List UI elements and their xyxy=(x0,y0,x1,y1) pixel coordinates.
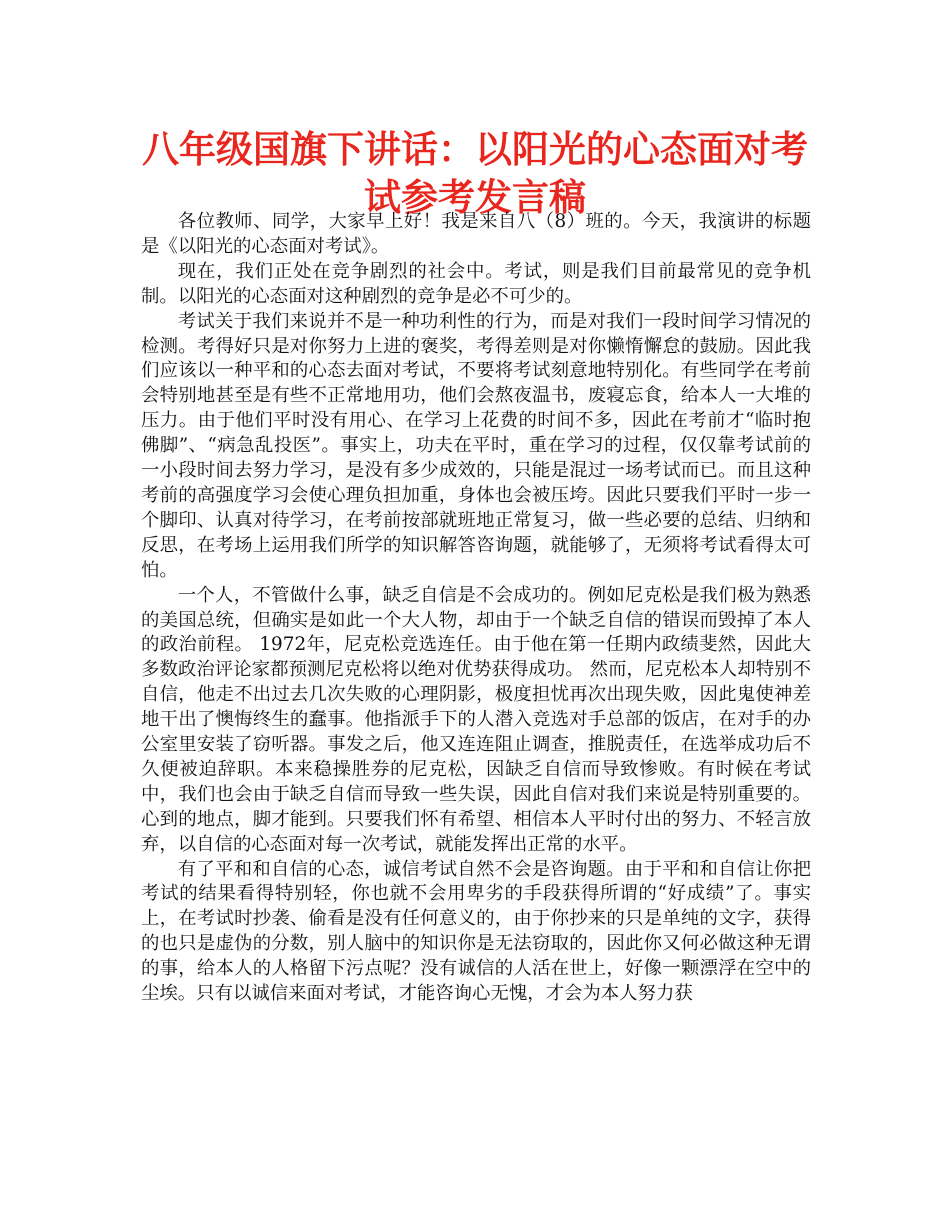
document-title: 八年级国旗下讲话：以阳光的心态面对考试参考发言稿 xyxy=(142,128,808,219)
document-body xyxy=(141,210,811,1007)
paragraph: 考试关于我们来说并不是一种功利性的行为，而是对我们一段时间学习情况的检测。考得好只是对你努力上进的褒奖，考得差则是对你懒惰懈怠的鼓励。因此我们应该以一种平和的心态去面对考试，不要将考试刻意地特别化。有些同学在考前会特别地甚至是有些不正常地用功，他们会熬夜温书，废寝忘食，给本人一大堆的压力。由于他们平时没有用心、在学习上花费的时间不多，因此在考前才“临时抱佛脚”、“病急乱投医”。事实上，功夫在平时，重在学习的过程，仅仅靠考试前的一小段时间去努力学习，是没有多少成效的，只能是混过一场考试而已。而且这种考前的高强度学习会使心理负担加重，身体也会被压垮。因此只要我们平时一步一个脚印、认真对待学习，在考前按部就班地正常复习，做一些必要的总结、归纳和反思，在考场上运用我们所学的知识解答咨询题，就能够了，无须将考试看得太可怕。 xyxy=(141,310,811,581)
paragraph: 各位教师、同学，大家早上好！我是来自八（8）班的。今天，我演讲的标题是《以阳光的心态面对考试》。 xyxy=(141,211,811,257)
paragraph: 有了平和和自信的心态，诚信考试自然不会是咨询题。由于平和和自信让你把考试的结果看得特别轻，你也就不会用卑劣的手段获得所谓的“好成绩”了。事实上，在考试时抄袭、偷看是没有任何意义的，由于你抄来的只是单纯的文字，获得的也只是虚伪的分数，别人脑中的知识你是无法窃取的，因此你又何必做这种无谓的事，给本人的人格留下污点呢？没有诚信的人活在世上，好像一颗漂浮在空中的尘埃。只有以诚信来面对考试，才能咨询心无愧，才会为本人努力获 xyxy=(141,858,811,1005)
paragraph: 一个人，不管做什么事，缺乏自信是不会成功的。例如尼克松是我们极为熟悉的美国总统，但确实是如此一个大人物，却由于一个缺乏自信的错误而毁掉了本人的政治前程。 1972年，尼克松竞选连任。由于他在第一任期内政绩斐然，因此大多数政治评论家都预测尼克松将以绝对优势获得成功。 然而，尼克松本人却特别不自信，他走不出过去几次失败的心理阴影，极度担忧再次出现失败，因此鬼使神差地干出了懊悔终生的蠢事。他指派手下的人潜入竞选对手总部的饭店，在对手的办公室里安装了窃听器。事发之后，他又连连阻止调查，推脱责任，在选举成功后不久便被迫辞职。本来稳操胜券的尼克松，因缺乏自信而导致惨败。有时候在考试中，我们也会由于缺乏自信而导致一些失误，因此自信对我们来说是特别重要的。心到的地点，脚才能到。只要我们怀有希望、相信本人平时付出的努力、不轻言放弃，以自信的心态面对每一次考试，就能发挥出正常的水平。 xyxy=(141,584,811,855)
paragraph: 现在，我们正处在竞争剧烈的社会中。考试，则是我们目前最常见的竞争机制。以阳光的心态面对这种剧烈的竞争是必不可少的。 xyxy=(141,260,811,307)
